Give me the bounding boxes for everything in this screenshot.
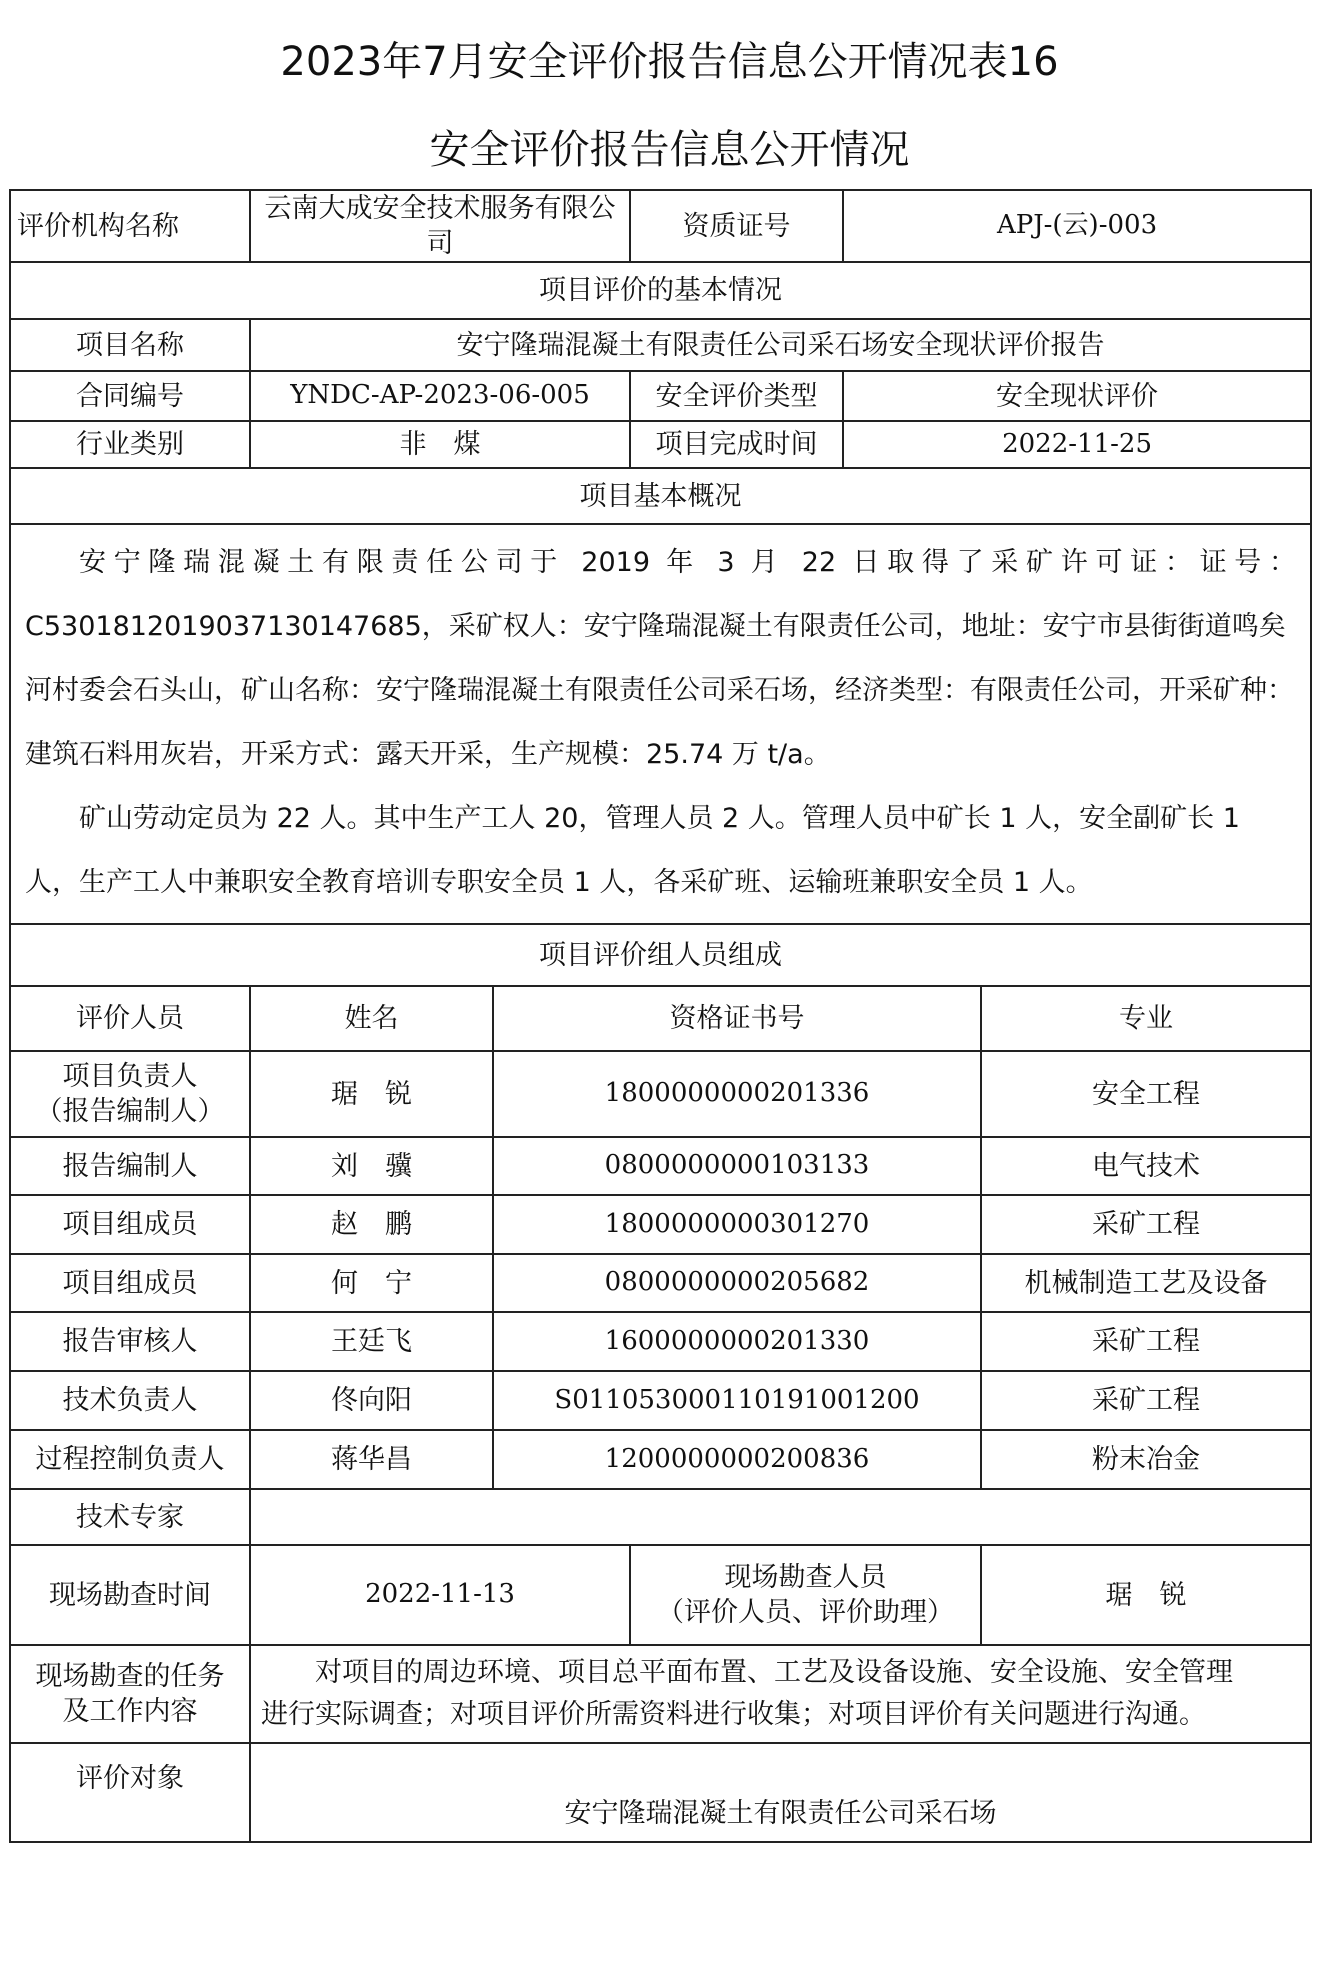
team-name: 琚 锐 xyxy=(250,1051,493,1137)
team-role: 技术负责人 xyxy=(10,1371,250,1430)
survey-people-value: 琚 锐 xyxy=(981,1545,1311,1645)
team-name: 刘 骥 xyxy=(250,1137,493,1195)
table-row xyxy=(10,1312,1311,1371)
team-name: 王廷飞 xyxy=(250,1312,493,1371)
survey-row xyxy=(10,1545,1311,1645)
team-major: 采矿工程 xyxy=(981,1195,1311,1254)
finish-time-label: 项目完成时间 xyxy=(630,421,843,468)
overview-line1: 安宁隆瑞混凝土有限责任公司于 2019 年 3 月 22 日取得了采矿许可证：证号： xyxy=(79,547,1297,579)
team-cert: 1800000000201336 xyxy=(493,1051,981,1137)
industry-value: 非 煤 xyxy=(250,421,630,468)
table-row xyxy=(10,1371,1311,1430)
team-role: 报告编制人 xyxy=(10,1137,250,1195)
table-row xyxy=(10,1195,1311,1254)
team-role: 项目组成员 xyxy=(10,1254,250,1312)
team-role: 项目组成员 xyxy=(10,1195,250,1254)
team-section-header: 项目评价组人员组成 xyxy=(10,924,1311,986)
team-role: 过程控制负责人 xyxy=(10,1430,250,1489)
team-role: 报告审核人 xyxy=(10,1312,250,1371)
contract-label: 合同编号 xyxy=(10,371,250,421)
eval-type-value: 安全现状评价 xyxy=(843,371,1311,421)
table-row xyxy=(10,1137,1311,1195)
survey-people-label: 现场勘查人员 （评价人员、评价助理） xyxy=(630,1545,981,1645)
team-cert: 0800000000103133 xyxy=(493,1137,981,1195)
table-row xyxy=(10,1430,1311,1489)
team-major: 电气技术 xyxy=(981,1137,1311,1195)
team-name: 何 宁 xyxy=(250,1254,493,1312)
basic-section-header: 项目评价的基本情况 xyxy=(10,262,1311,319)
team-cert: 1200000000200836 xyxy=(493,1430,981,1489)
info-table xyxy=(9,189,1312,1843)
project-name-label: 项目名称 xyxy=(10,319,250,371)
task-label: 现场勘查的任务 及工作内容 xyxy=(10,1645,250,1743)
team-name: 佟向阳 xyxy=(250,1371,493,1430)
cert-value: APJ-(云)-003 xyxy=(843,190,1311,262)
team-major: 机械制造工艺及设备 xyxy=(981,1254,1311,1312)
team-role: 项目负责人 （报告编制人） xyxy=(10,1051,250,1137)
table-row xyxy=(10,1254,1311,1312)
org-label: 评价机构名称 xyxy=(10,190,250,262)
team-header-major: 专业 xyxy=(981,986,1311,1051)
cert-label: 资质证号 xyxy=(630,190,843,262)
team-major: 安全工程 xyxy=(981,1051,1311,1137)
team-name: 蒋华昌 xyxy=(250,1430,493,1489)
team-header-row xyxy=(10,986,1311,1051)
team-major: 采矿工程 xyxy=(981,1312,1311,1371)
table-row xyxy=(10,1051,1311,1137)
survey-time-value: 2022-11-13 xyxy=(250,1545,630,1645)
team-header-cert: 资格证书号 xyxy=(493,986,981,1051)
org-value: 云南大成安全技术服务有限公司 xyxy=(250,190,630,262)
contract-value: YNDC-AP-2023-06-005 xyxy=(250,371,630,421)
document-title: 2023年7月安全评价报告信息公开情况表16 xyxy=(280,39,1059,85)
team-major: 粉末冶金 xyxy=(981,1430,1311,1489)
survey-time-label: 现场勘查时间 xyxy=(10,1545,250,1645)
industry-label: 行业类别 xyxy=(10,421,250,468)
task-content: 对项目的周边环境、项目总平面布置、工艺及设备设施、安全设施、安全管理 进行实际调查；对项目评价所需资料进行收集；对项目评价有关问题进行沟通。 xyxy=(250,1645,1311,1743)
team-name: 赵 鹏 xyxy=(250,1195,493,1254)
team-cert: 1600000000201330 xyxy=(493,1312,981,1371)
team-header-role: 评价人员 xyxy=(10,986,250,1051)
overview-para2: 矿山劳动定员为 22 人。其中生产工人 20，管理人员 2 人。管理人员中矿长 1 人，安全副矿长 1 人，生产工人中兼职安全教育培训专职安全员 1 人，各采矿班、运输班兼职安全员 1 人。 xyxy=(25,803,1240,899)
overview-section-header: 项目基本概况 xyxy=(10,468,1311,524)
team-cert: S011053000110191001200 xyxy=(493,1371,981,1430)
team-cert: 0800000000205682 xyxy=(493,1254,981,1312)
team-major: 采矿工程 xyxy=(981,1371,1311,1430)
eval-type-label: 安全评价类型 xyxy=(630,371,843,421)
overview-text xyxy=(10,524,1311,924)
target-label: 评价对象 xyxy=(10,1743,250,1842)
team-header-name: 姓名 xyxy=(250,986,493,1051)
expert-label: 技术专家 xyxy=(10,1489,250,1545)
target-value: 安宁隆瑞混凝土有限责任公司采石场 xyxy=(250,1743,1311,1842)
document-subtitle: 安全评价报告信息公开情况 xyxy=(429,127,910,173)
finish-time-value: 2022-11-25 xyxy=(843,421,1311,468)
org-row xyxy=(10,190,1311,262)
expert-value xyxy=(250,1489,1311,1545)
overview-para1-rest: C5301812019037130147685，采矿权人：安宁隆瑞混凝土有限责任公司，地址：安宁市县街街道鸣矣河村委会石头山，矿山名称：安宁隆瑞混凝土有限责任公司采石场，经济类型：有限责任公司，开采矿种：建筑石料用灰岩，开采方式：露天开采，生产规模：25.74 万 t/a。 xyxy=(25,611,1294,771)
team-cert: 1800000000301270 xyxy=(493,1195,981,1254)
project-name-value: 安宁隆瑞混凝土有限责任公司采石场安全现状评价报告 xyxy=(250,319,1311,371)
